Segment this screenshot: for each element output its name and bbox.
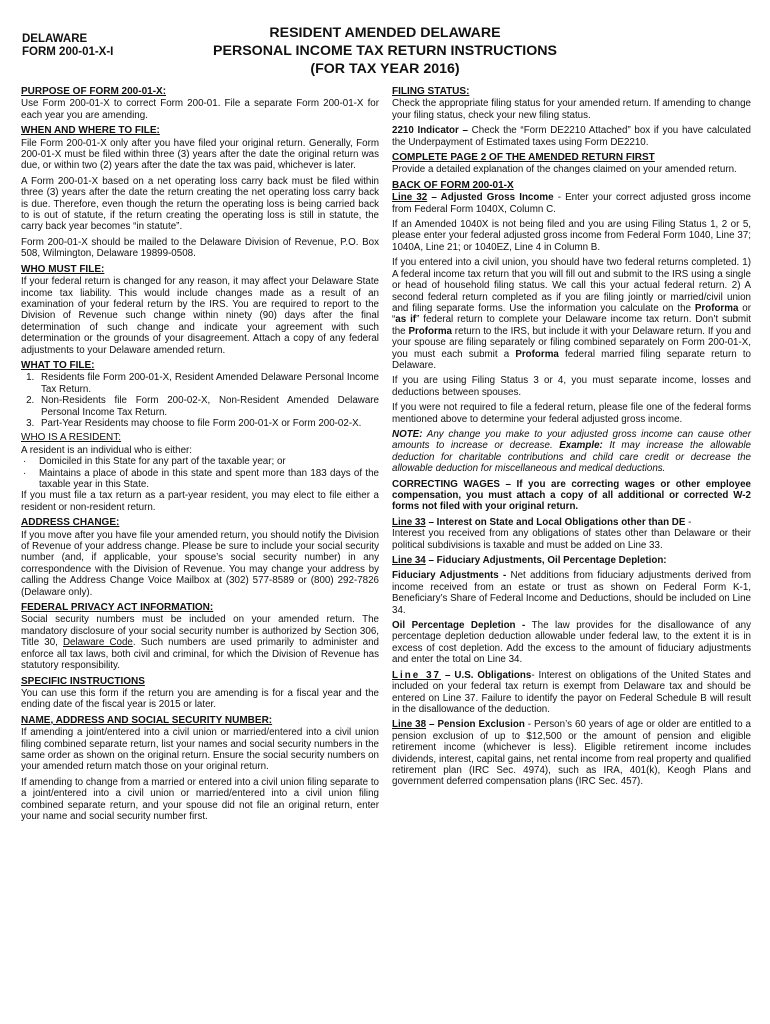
page-header xyxy=(0,0,770,86)
delaware-code-ref: Delaware Code xyxy=(62,637,133,649)
note-text-a: Any change you make to your adjusted gross income can cause other amounts to increase or decrease. xyxy=(392,428,751,452)
line-33-dash: - xyxy=(685,516,692,528)
civil-text-d: return to the IRS, but include it with your Delaware return. If you and your spouse are filing separately or filing combined separately on Form 200-01-X, you must each submit a xyxy=(392,325,752,360)
right-column xyxy=(392,84,751,792)
status-3-4-text: If you are using Filing Status 3 or 4, you must separate income, losses and deductions between spouses. xyxy=(392,375,751,398)
name-heading: NAME, ADDRESS AND SOCIAL SECURITY NUMBER: xyxy=(21,714,273,726)
not-required-text: If you were not required to file a federal return, please file one of the federal forms mentioned above to determine your federal adjusted gross income. xyxy=(392,402,751,425)
example-label: Example: xyxy=(559,440,603,452)
resident-heading: WHO IS A RESIDENT: xyxy=(21,432,122,444)
note-label: NOTE: xyxy=(392,428,423,440)
form-state: DELAWARE xyxy=(22,33,88,45)
address-text: If you move after you have file your amended return, you should notify the Division of Revenue of your address change. Please be sure to include your social security number (and, if applicable, your spouse’s social security number) in any correspondence with the Division of Revenue. You may change your address by calling the Address Change Voice Mailbox at (302) 577-8589 or (800) 292-7826 (Delaware only). xyxy=(21,529,379,598)
list-item: · Domiciled in this State for any part of the taxable year; or xyxy=(39,456,379,467)
as-if-term: as if xyxy=(395,314,417,326)
line-38-label: Line 38 xyxy=(392,719,427,731)
what-heading: WHAT TO FILE: xyxy=(21,359,95,371)
purpose-text: Use Form 200-01-X to correct Form 200-01. File a separate Form 200-01-X for each year you are amending. xyxy=(21,98,379,121)
complete-heading: COMPLETE PAGE 2 OF THE AMENDED RETURN FIRST xyxy=(392,152,655,164)
line-38-text xyxy=(392,719,751,787)
address-heading: ADDRESS CHANGE: xyxy=(21,517,120,529)
privacy-heading: FEDERAL PRIVACY ACT INFORMATION: xyxy=(21,602,214,614)
privacy-text xyxy=(21,614,379,671)
oil-depletion-label: Oil Percentage Depletion - xyxy=(392,620,526,632)
title-line-2: PERSONAL INCOME TAX RETURN INSTRUCTIONS xyxy=(213,43,557,59)
fiduciary-label: Fiduciary Adjustments - xyxy=(392,570,507,582)
privacy-text-a: Social security numbers must be included on your amended return. The mandatory disclosure of your social security number is authorized by Section 306, Title 30, xyxy=(21,614,379,649)
name-text-2: If amending to change from a married or entered into a civil union filing separate to a joint/entered into a civil union or married/entered into a civil union filing combined separate return, and your spouse did not file an original return, enter your name and social security number first. xyxy=(21,776,379,822)
amended-1040x-text: If an Amended 1040X is not being filed and you are using Filing Status 1, 2 or 5, please enter your federal adjusted gross income from Federal Form 1040, Line 37; 1040A, Line 21; or 1040EZ, Line 4 in Column B. xyxy=(392,219,751,253)
what-list xyxy=(21,372,379,429)
resident-intro: A resident is an individual who is either: xyxy=(21,444,192,456)
line-34-title: – Fiduciary Adjustments, Oil Percentage Depletion: xyxy=(425,555,667,567)
complete-text: Provide a detailed explanation of the changes claimed on your amended return. xyxy=(392,164,737,176)
when-heading: WHEN AND WHERE TO FILE: xyxy=(21,125,160,137)
line-34-label: Line 34 xyxy=(392,555,426,567)
oil-depletion-text xyxy=(392,620,751,666)
specific-text: You can use this form if the return you are amending is for a fiscal year and the ending date of the fiscal year is 2015 or later. xyxy=(21,687,379,711)
civil-text-b: or “ xyxy=(392,302,751,326)
line-33-text xyxy=(392,517,751,551)
when-text-2: A Form 200-01-X based on a net operating loss carry back must be filed within three (3) years after the date the return creating the net operating loss carry back is due. Therefore, even though the return the operating loss is being carried back to is out of statute, if the return creating the operating loss is still in statute, the carry back year becomes “in statute”. xyxy=(21,175,379,233)
line-32-label: Line 32 xyxy=(392,192,428,204)
indicator-2210 xyxy=(392,125,751,148)
purpose-heading: PURPOSE OF FORM 200-01-X: xyxy=(21,86,167,97)
when-text-3: Form 200-01-X should be mailed to the Delaware Division of Revenue, P.O. Box 508, Wilmington, Delaware 19899-0508. xyxy=(21,236,379,260)
list-item: 1. Residents file Form 200-01-X, Resident Amended Delaware Personal Income Tax Return. xyxy=(37,372,379,395)
line-33-body: Interest you received from any obligations of states other than Delaware or their political subdivisions is taxable and must be added on Line 33. xyxy=(392,528,751,551)
list-item: 2. Non-Residents file Form 200-02-X, Non-Resident Amended Delaware Personal Income Tax Return. xyxy=(37,395,379,418)
title-line-1: RESIDENT AMENDED DELAWARE xyxy=(269,25,501,41)
form-identifier xyxy=(22,33,113,59)
who-heading: WHO MUST FILE: xyxy=(21,263,105,275)
specific-heading: SPECIFIC INSTRUCTIONS xyxy=(21,675,145,687)
line-38-title: – Pension Exclusion xyxy=(426,719,525,731)
filing-heading: FILING STATUS: xyxy=(392,86,470,97)
resident-text: If you must file a tax return as a part-year resident, you may elect to file either a resident or non-resident return. xyxy=(21,490,379,513)
line-37-title: – U.S. Obligations xyxy=(441,669,532,681)
line-33-label: Line 33 xyxy=(392,516,426,528)
line-32-text xyxy=(392,192,751,215)
list-item: 3. Part-Year Residents may choose to file Form 200-01-X or Form 200-02-X. xyxy=(37,418,379,429)
line-34-text xyxy=(392,555,751,566)
line-38-body: - Person’s 60 years of age or older are entitled to a pension exclusion of up to $12,500 or the amount of pension and eligible retirement income (whichever is less). Eligible retirement income includes dividends, interest, capital gains, net rental income from real property and qualified retirement plan (IRC Sec. 4974), such as IRA, 401(k), Keogh Plans and government deferred compensation plans (IRC Sec. 457). xyxy=(392,719,752,788)
proforma-term: Proforma xyxy=(694,302,739,314)
indicator-2210-label: 2210 Indicator – xyxy=(392,125,468,137)
line-37-body: - Interest on obligations of the United States and included on your federal tax return is exempt from Delaware tax and should be entered on Line 37. Failure to identify the payor on Federal Schedule B will result in the disallowance of the deduction. xyxy=(392,669,751,715)
line-32-body: - Enter your correct adjusted gross income from Federal Form 1040X, Column C. xyxy=(392,192,752,215)
correcting-wages-text: CORRECTING WAGES – If you are correcting wages or other employee compensation, you must attach a copy of all additional or corrected W-2 forms not filed with your original return. xyxy=(392,478,751,513)
fiduciary-text xyxy=(392,570,751,616)
back-heading: BACK OF FORM 200-01-X xyxy=(392,179,514,191)
indicator-2210-text: Check the “Form DE2210 Attached” box if you have calculated the Underpayment of Estimated taxes using Form DE2210. xyxy=(392,125,751,148)
left-column xyxy=(21,84,379,826)
civil-union-text xyxy=(392,257,751,371)
who-text: If your federal return is changed for any reason, it may affect your Delaware State income tax liability. This would include changes made as a result of an examination of your federal return by the IRS. You are required to report to the Division of Revenue such change within ninety (90) days after the final determination of such change and indicate your agreement with such determination or the grounds of your disagreement. Attach a copy of any federal adjustments to your Delaware amended return. xyxy=(21,276,379,356)
note-text-b: It may increase the allowable deduction for charitable contributions and child care credit or decrease the allowable deduction for miscellaneous and medical deductions. xyxy=(392,440,751,475)
privacy-text-b: . Such numbers are used primarily to administer and enforce all tax laws, both civil and criminal, for which the Division of Revenue has statutory responsibility. xyxy=(21,637,379,672)
list-item: · Maintains a place of abode in this state and spent more than 183 days of the taxable year in this State. xyxy=(39,468,379,491)
fiduciary-body: Net additions from fiduciary adjustments derived from income received from an estate or trust as shown on Federal Form K-1, Beneficiary’s Share of Federal Income and Deductions, should be included on Line 34. xyxy=(392,570,751,616)
title-line-3: (FOR TAX YEAR 2016) xyxy=(310,61,460,77)
when-text-1: File Form 200-01-X only after you have filed your original return. Generally, Form 200-01-X must be filed within three (3) years after the date the original return was due, or within two (2) years after the date the tax was paid, whichever is later. xyxy=(21,137,379,172)
filing-text: Check the appropriate filing status for your amended return. If amending to change your filing status, check your new filing status. xyxy=(392,98,751,121)
civil-text-c: ” federal return to complete your Delaware income tax return. Don’t submit the xyxy=(392,314,751,337)
note-text xyxy=(392,429,751,475)
proforma-term: Proforma xyxy=(515,348,559,360)
resident-list xyxy=(21,456,379,490)
line-32-title: – Adjusted Gross Income xyxy=(427,192,554,204)
civil-text-e: federal married filing separate return to Delaware. xyxy=(392,348,751,371)
page-title xyxy=(170,24,600,78)
line-37-label: Line 37 xyxy=(392,669,442,681)
proforma-term: Proforma xyxy=(408,325,452,337)
oil-depletion-body: The law provides for the disallowance of any percentage depletion deduction allowable under federal law, to the extent it is in excess of cost depletion. Add the excess to the amount of fiduciary adjustments and enter the total on Line 34. xyxy=(392,620,751,666)
name-text-1: If amending a joint/entered into a civil union or married/entered into a civil union filing combined separate return, list your names and social security numbers in the same order as shown on the original return. Ensure the social security numbers on your amended return match those on your original return. xyxy=(21,727,379,773)
line-33-title: – Interest on State and Local Obligations other than DE xyxy=(425,516,686,528)
form-number: FORM 200-01-X-I xyxy=(22,46,114,58)
civil-text-a: If you entered into a civil union, you should have two federal returns completed. 1) A federal income tax return that you will fill out and submit to the IRS using a single or head of household filing status. We call this your actual federal return. 2) A second federal return completed as if you are filing jointly or married/civil union and filing separate forms. Use the information you calculate on the xyxy=(392,257,751,314)
line-37-text xyxy=(392,670,751,716)
